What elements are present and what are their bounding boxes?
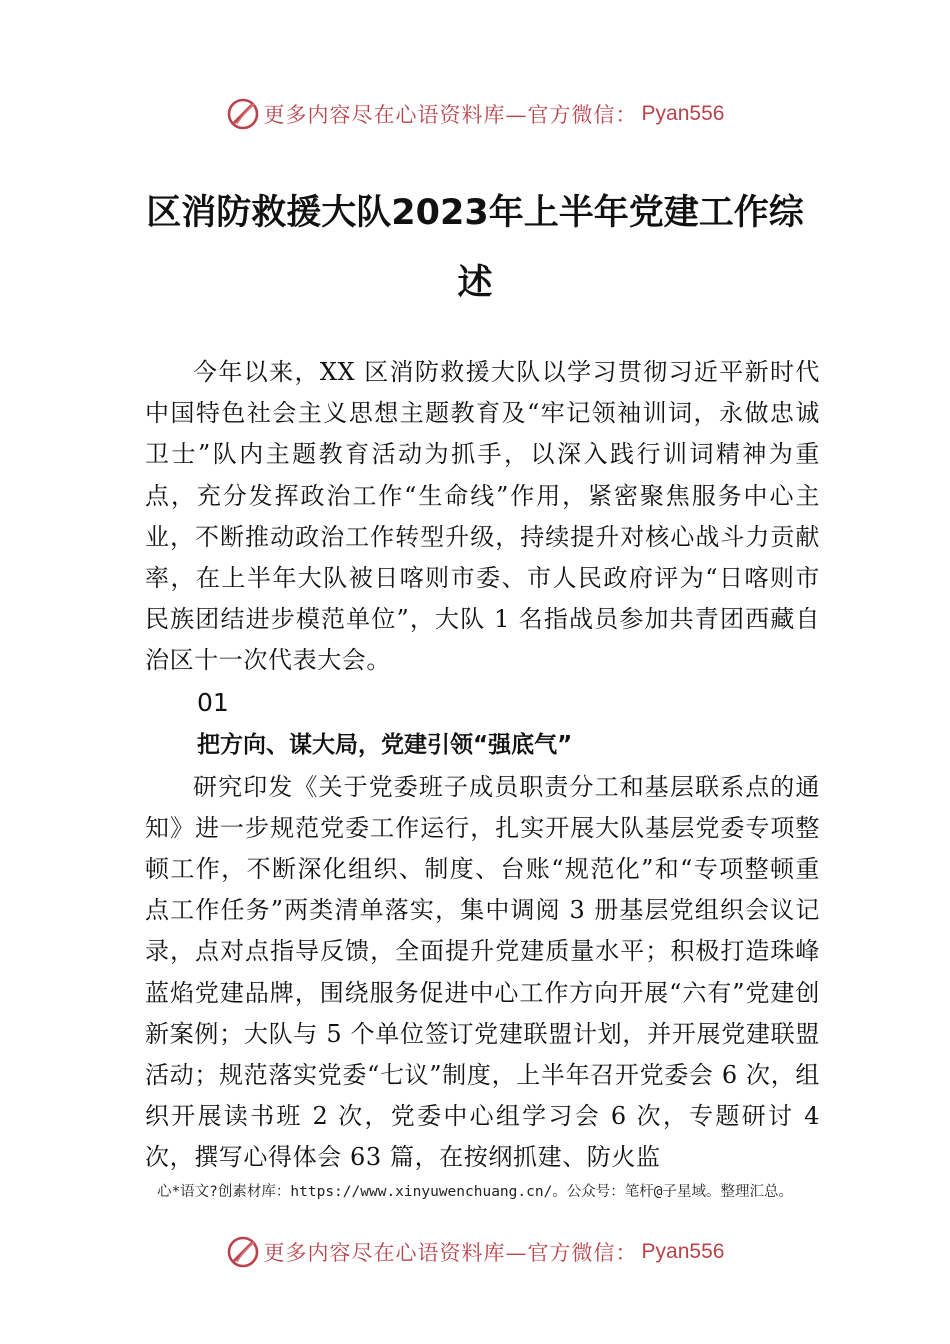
header-banner — [0, 92, 950, 136]
document-title: 区消防救援大队2023年上半年党建工作综述 — [146, 193, 804, 303]
footer-source-note: 心*语文?创素材库：https://www.xinyuwenchuang.cn/。公众号：笔杆@子星域。整理汇总。 — [156, 1184, 794, 1200]
section-number: 01 — [197, 687, 229, 717]
section-heading: 把方向、谋大局，党建引领“强底气” — [197, 731, 573, 758]
banner-text: 更多内容尽在心语资料库—官方微信： — [263, 1241, 638, 1265]
banner-text: 更多内容尽在心语资料库—官方微信： — [263, 103, 638, 127]
banner-wechat-id: Pyan556 — [641, 102, 725, 125]
banner-wechat-id: Pyan556 — [641, 1240, 725, 1263]
intro-paragraph: 今年以来，XX 区消防救援大队以学习贯彻习近平新时代中国特色社会主义思想主题教育及“牢记领袖训词，永做忠诚卫士”队内主题教育活动为抓手，以深入践行训词精神为重点，充分发挥政治工作“生命线”作用，紧密聚焦服务中心主业，不断推动政治工作转型升级，持续提升对核心战斗力贡献率，在上半年大队被日喀则市委、市人民政府评为“日喀则市民族团结进步模范单位”，大队 1 名指战员参加共青团西藏自治区十一次代表大会。 — [145, 358, 820, 675]
document-body — [145, 352, 820, 1179]
footer-banner — [0, 1230, 950, 1274]
pen-circle-logo-icon — [226, 97, 260, 131]
section-paragraph: 研究印发《关于党委班子成员职责分工和基层联系点的通知》进一步规范党委工作运行，扎实开展大队基层党委专项整顿工作，不断深化组织、制度、台账“规范化”和“专项整顿重点工作任务”两类清单落实，集中调阅 3 册基层党组织会议记录，点对点指导反馈，全面提升党建质量水平；积极打造珠峰蓝焰党建品牌，围绕服务促进中心工作方向开展“六有”党建创新案例；大队与 5 个单位签订党建联盟计划，并开展党建联盟活动；规范落实党委“七议”制度，上半年召开党委会 6 次，组织开展读书班 2 次，党委中心组学习会 6 次，专题研讨 4 次，撰写心得体会 63 篇，在按纲抓建、防火监 — [145, 772, 820, 1172]
pen-circle-logo-icon — [226, 1235, 260, 1269]
